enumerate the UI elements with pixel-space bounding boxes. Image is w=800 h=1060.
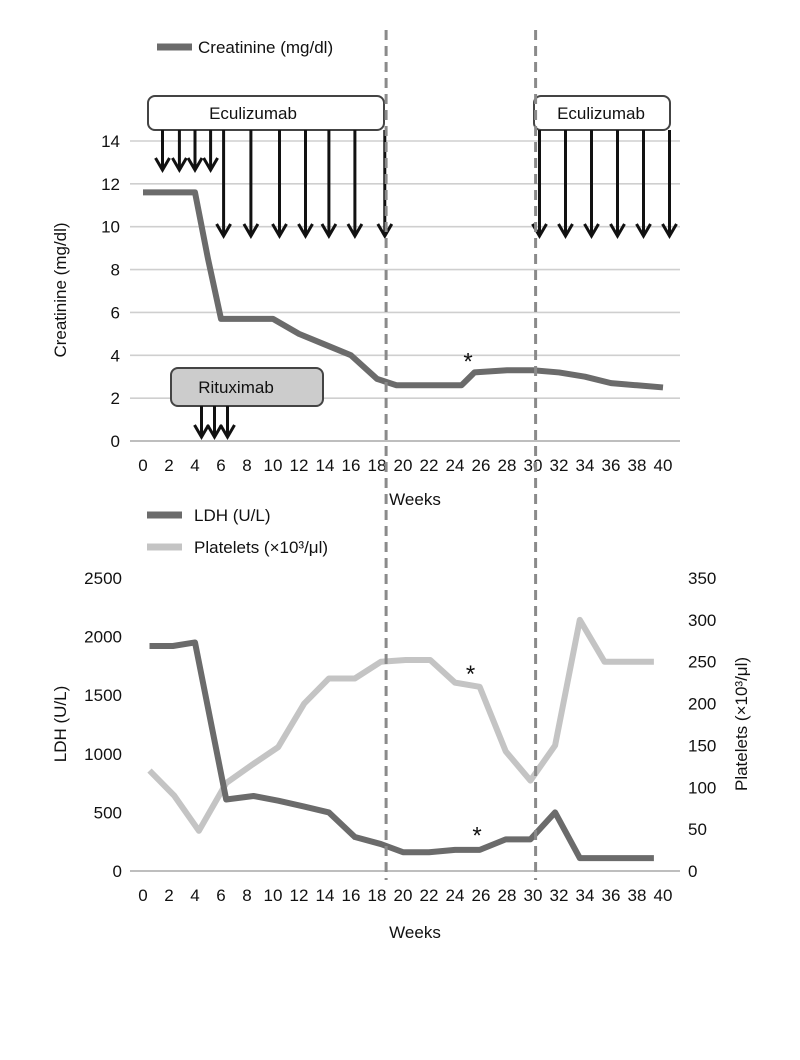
ldh-y-tick-label: 2000 [84, 627, 122, 647]
eculizumab-box-2-label: Eculizumab [557, 104, 645, 123]
ldh-y-tick-label: 1500 [84, 686, 122, 706]
eculizumab-box-1-label: Eculizumab [209, 104, 297, 123]
treatment-dividers [386, 30, 535, 880]
top-x-axis-title: Weeks [389, 490, 441, 509]
platelets-legend-label: Platelets (×10³/μl) [194, 538, 329, 557]
top-x-tick-label: 34 [575, 456, 595, 475]
bottom-x-tick-label: 16 [341, 886, 361, 905]
ldh-platelets-series [150, 620, 654, 858]
top-x-tick-label: 0 [138, 456, 148, 475]
top-x-tick-label: 2 [164, 456, 174, 475]
top-y-axis-title: Creatinine (mg/dl) [51, 222, 70, 358]
rituximab-dose-arrow [208, 406, 222, 437]
bottom-x-tick-label: 28 [497, 886, 517, 905]
platelets-y-tick-label: 150 [688, 736, 717, 756]
top-asterisk: * [463, 348, 473, 376]
bottom-x-tick-label: 40 [653, 886, 673, 905]
top-x-tick-label: 32 [549, 456, 569, 475]
top-y-tick-labels [101, 132, 120, 451]
bottom-x-tick-label: 32 [549, 886, 569, 905]
top-x-tick-label: 24 [445, 456, 465, 475]
eculizumab-dose-arrow [611, 130, 625, 236]
eculizumab-dose-arrow [217, 130, 231, 236]
ldh-legend-label: LDH (U/L) [194, 506, 271, 525]
platelets-y-axis-title: Platelets (×10³/μl) [732, 656, 751, 792]
eculizumab-dose-arrow [273, 130, 287, 236]
bottom-x-tick-label: 2 [164, 886, 174, 905]
bottom-x-tick-label: 36 [601, 886, 621, 905]
top-y-tick-label: 6 [110, 303, 120, 323]
ldh-y-tick-label: 0 [112, 862, 122, 881]
eculizumab-dose-arrow [637, 130, 651, 236]
top-y-tick-label: 0 [110, 432, 120, 451]
top-x-tick-label: 16 [341, 456, 361, 475]
bottom-x-tick-label: 18 [367, 886, 387, 905]
eculizumab-dose-arrow [348, 130, 362, 236]
bottom-x-tick-label: 0 [138, 886, 148, 905]
bottom-x-tick-label: 12 [289, 886, 309, 905]
ldh-y-tick-label: 2500 [84, 569, 122, 588]
top-x-tick-label: 38 [627, 456, 647, 475]
top-x-tick-label: 12 [289, 456, 309, 475]
top-y-tick-label: 2 [110, 389, 120, 409]
platelets-y-tick-label: 200 [688, 694, 717, 714]
rituximab-dose-arrow [195, 406, 209, 437]
bottom-x-tick-label: 24 [445, 886, 465, 905]
ldh-y-tick-labels [84, 569, 122, 881]
top-x-tick-label: 20 [393, 456, 413, 475]
top-x-tick-labels [138, 456, 672, 475]
creatinine-chart [51, 38, 680, 509]
platelets-y-tick-labels [688, 569, 716, 881]
bottom-x-axis-title: Weeks [389, 923, 441, 942]
eculizumab-dose-arrow [204, 130, 218, 170]
top-x-tick-label: 18 [367, 456, 387, 475]
eculizumab-dose-arrow [559, 130, 573, 236]
top-y-tick-label: 4 [110, 346, 120, 366]
eculizumab-dose-arrow [156, 130, 170, 170]
eculizumab-dose-arrow [322, 130, 336, 236]
top-x-tick-label: 30 [523, 456, 543, 475]
creatinine-line [143, 192, 663, 387]
creatinine-series [143, 192, 663, 387]
eculizumab-dose-arrow [299, 130, 313, 236]
platelets-y-tick-label: 50 [688, 820, 707, 840]
creatinine-legend-label: Creatinine (mg/dl) [198, 38, 334, 57]
platelets-y-tick-label: 350 [688, 569, 717, 588]
bottom-x-tick-label: 38 [627, 886, 647, 905]
platelets-y-tick-label: 300 [688, 610, 717, 630]
eculizumab-dose-arrow [244, 130, 258, 236]
ldh-y-axis-title: LDH (U/L) [51, 685, 70, 763]
eculizumab-dose-arrow [188, 130, 202, 170]
ldh-y-tick-label: 1000 [84, 744, 122, 764]
bottom-x-tick-label: 8 [242, 886, 252, 905]
platelets-y-tick-label: 0 [688, 862, 698, 881]
bottom-x-tick-label: 10 [263, 886, 283, 905]
top-x-tick-label: 26 [471, 456, 491, 475]
rituximab-box-label: Rituximab [198, 378, 274, 397]
top-x-tick-label: 28 [497, 456, 517, 475]
bottom-x-tick-label: 4 [190, 886, 200, 905]
ldh-asterisk: * [472, 822, 482, 850]
top-x-tick-label: 4 [190, 456, 200, 475]
top-y-tick-label: 10 [101, 217, 120, 237]
bottom-x-tick-label: 14 [315, 886, 335, 905]
top-x-tick-label: 14 [315, 456, 335, 475]
top-x-tick-label: 40 [653, 456, 673, 475]
rituximab-dose-arrow [221, 406, 235, 437]
bottom-x-tick-label: 34 [575, 886, 595, 905]
top-x-tick-label: 6 [216, 456, 226, 475]
top-x-tick-label: 10 [263, 456, 283, 475]
top-x-tick-label: 36 [601, 456, 621, 475]
bottom-x-tick-label: 30 [523, 886, 543, 905]
top-y-tick-label: 14 [101, 132, 120, 151]
eculizumab-dose-arrow [663, 130, 677, 236]
bottom-x-tick-label: 22 [419, 886, 439, 905]
ldh-line [150, 642, 654, 858]
top-annotations [463, 349, 472, 376]
ldh-y-tick-label: 500 [93, 803, 122, 823]
ldh-platelets-chart [51, 506, 751, 942]
top-x-tick-label: 22 [419, 456, 439, 475]
platelets-y-tick-label: 250 [688, 652, 717, 672]
top-x-tick-label: 8 [242, 456, 252, 475]
eculizumab-dose-arrow [172, 130, 186, 170]
bottom-x-tick-labels [138, 886, 672, 905]
top-y-tick-label: 12 [101, 174, 120, 194]
bottom-x-tick-label: 6 [216, 886, 226, 905]
platelets-asterisk: * [465, 661, 476, 689]
bottom-x-tick-label: 26 [471, 886, 491, 905]
top-y-tick-label: 8 [110, 260, 120, 280]
platelets-y-tick-label: 100 [688, 778, 717, 798]
eculizumab-dose-arrow [585, 130, 599, 236]
bottom-x-tick-label: 20 [393, 886, 413, 905]
